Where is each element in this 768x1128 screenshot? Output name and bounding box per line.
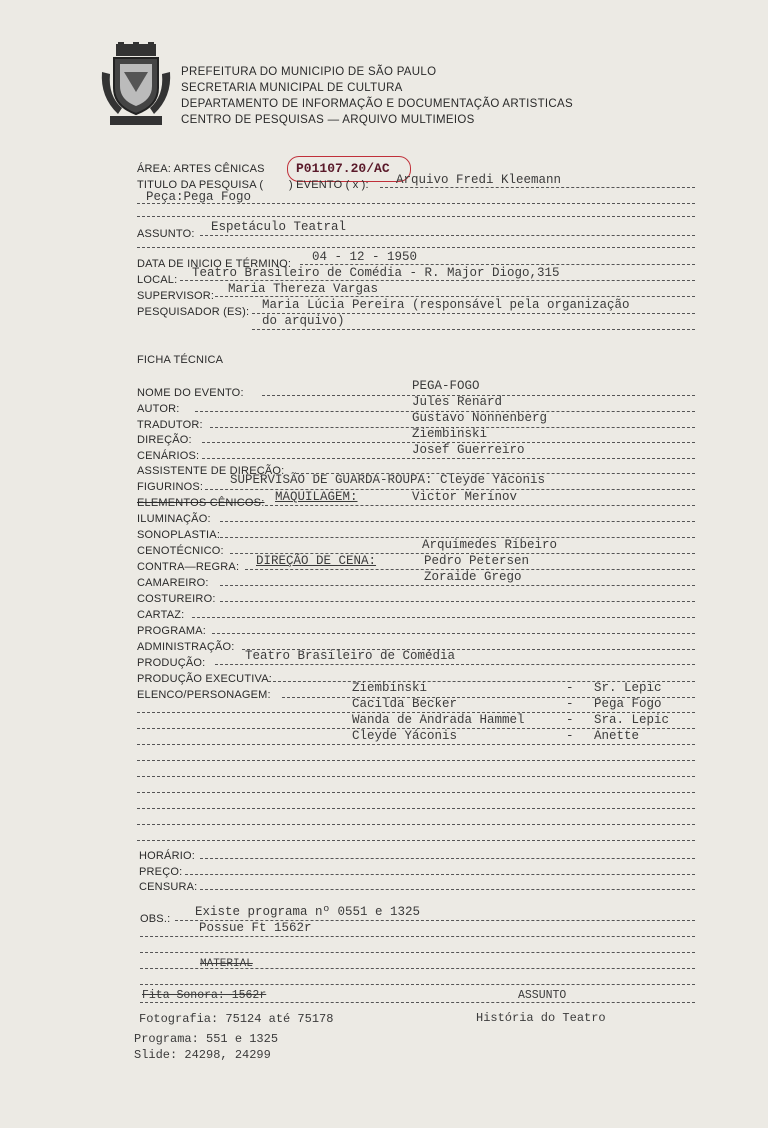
assistente-direcao-label: ASSISTENTE DE DIREÇÃO: <box>137 465 285 477</box>
titulo-value: Arquivo Fredi Kleemann <box>396 173 562 187</box>
cast-dash: - <box>566 713 574 727</box>
cast-actor: Cleyde Yáconis <box>352 729 458 743</box>
area-label: ÁREA: ARTES CÊNICAS <box>137 163 265 175</box>
costureiro-label: COSTUREIRO: <box>137 593 216 605</box>
cast-dash: - <box>566 729 574 743</box>
direcao-value: Ziembinski <box>412 427 488 441</box>
nome-evento-label: NOME DO EVENTO: <box>137 387 244 399</box>
evento-label: ) EVENTO ( x ): <box>289 179 369 191</box>
producao-label: PRODUÇÃO: <box>137 657 206 669</box>
producao-executiva-label: PRODUÇÃO EXECUTIVA: <box>137 673 273 685</box>
contra-regra-value: Pedro Petersen <box>424 554 530 568</box>
header-line-departamento: DEPARTAMENTO DE INFORMAÇÃO E DOCUMENTAÇÃO ARTISTICAS <box>181 98 573 110</box>
data-label: DATA DE INICIO E TÉRMINO: <box>137 258 292 270</box>
peca-value: Peça:Pega Fogo <box>146 190 252 204</box>
pesquisador-label: PESQUISADOR (ES): <box>137 306 250 318</box>
figurinos-value: SUPERVISÃO DE GUARDA-ROUPA: Cleyde Yáconis <box>230 473 546 487</box>
supervisor-label: SUPERVISOR: <box>137 290 215 302</box>
preco-label: PREÇO: <box>139 866 183 878</box>
cenarios-label: CENÁRIOS: <box>137 450 200 462</box>
cast-actor: Ziembinski <box>352 681 428 695</box>
cast-role: Sr. Lepic <box>594 681 662 695</box>
sonoplastia-label: SONOPLASTIA: <box>137 529 221 541</box>
maquilagem-name: Victor Merinov <box>412 490 518 504</box>
autor-label: AUTOR: <box>137 403 180 415</box>
material-label: MATERIAL <box>200 958 253 970</box>
cast-dash: - <box>566 697 574 711</box>
cast-role: Anette <box>594 729 640 743</box>
obs-value-1: Existe programa nº 0551 e 1325 <box>195 905 421 919</box>
header-line-secretaria: SECRETARIA MUNICIPAL DE CULTURA <box>181 82 403 94</box>
archive-code: P01107.20/AC <box>296 161 390 176</box>
assunto-label: ASSUNTO: <box>137 228 195 240</box>
nome-evento-value: PEGA-FOGO <box>412 379 480 393</box>
cast-actor: Cacilda Becker <box>352 697 458 711</box>
producao-value: Teatro Brasileiro de Comédia <box>245 649 456 663</box>
local-value: Teatro Brasileiro de Comédia - R. Major Diogo,315 <box>192 266 560 280</box>
cartaz-label: CARTAZ: <box>137 609 185 621</box>
camareiro-label: CAMAREIRO: <box>137 577 209 589</box>
ficha-tecnica-title: FICHA TÉCNICA <box>137 354 224 366</box>
city-crest-emblem <box>100 42 172 128</box>
fita-sonora-label: Fita Sonora: 1562r <box>142 989 267 1002</box>
cast-role: Sra. Lepic <box>594 713 670 727</box>
autor-value: Jules Renard <box>412 395 503 409</box>
censura-label: CENSURA: <box>139 881 198 893</box>
cenotecnico-value: Arquimedes Ribeiro <box>422 538 558 552</box>
elenco-label: ELENCO/PERSONAGEM: <box>137 689 271 701</box>
tradutor-value: Gustavo Nonnenberg <box>412 411 548 425</box>
cast-dash: - <box>566 681 574 695</box>
pesquisador-value-1: Maria Lúcia Pereira (responsável pela organização <box>262 298 630 312</box>
cenotecnico-label: CENOTÉCNICO: <box>137 545 224 557</box>
pesquisador-value-2: do arquivo) <box>262 314 345 328</box>
administracao-label: ADMINISTRAÇÃO: <box>137 641 235 653</box>
horario-label: HORÁRIO: <box>139 850 195 862</box>
iluminacao-label: ILUMINAÇÃO: <box>137 513 211 525</box>
figurinos-label: FIGURINOS: <box>137 481 204 493</box>
fotografia-value: Fotografia: 75124 até 75178 <box>139 1012 334 1026</box>
cenarios-value: Josef Guerreiro <box>412 443 525 457</box>
data-value: 04 - 12 - 1950 <box>312 250 418 264</box>
direcao-label: DIREÇÃO: <box>137 434 192 446</box>
programa-label: PROGRAMA: <box>137 625 207 637</box>
local-label: LOCAL: <box>137 274 178 286</box>
assunto-label-2: ASSUNTO <box>518 989 567 1002</box>
historia-value: História do Teatro <box>476 1011 606 1025</box>
obs-label: OBS.: <box>140 913 171 925</box>
slide-value: Slide: 24298, 24299 <box>134 1048 271 1062</box>
assunto-value: Espetáculo Teatral <box>211 220 347 234</box>
camareiro-value: Zoraide Grego <box>424 570 522 584</box>
programa-value: Programa: 551 e 1325 <box>134 1032 279 1046</box>
titulo-label: TITULO DA PESQUISA ( <box>137 179 264 191</box>
cast-actor: Wanda de Andrada Hammel <box>352 713 525 727</box>
contra-regra-label: CONTRA—REGRA: <box>137 561 240 573</box>
direcao-de-cena-value: DIREÇÃO DE CENA: <box>256 554 377 568</box>
header-line-prefeitura: PREFEITURA DO MUNICIPIO DE SÃO PAULO <box>181 66 437 78</box>
maquilagem-value: MAQUILAGEM: <box>275 490 358 504</box>
tradutor-label: TRADUTOR: <box>137 419 203 431</box>
elementos-cenicos-label: ELEMENTOS CÊNICOS: <box>137 497 265 509</box>
obs-value-2: Possue Ft 1562r <box>199 921 312 935</box>
cast-role: Pega Fogo <box>594 697 662 711</box>
header-line-centro: CENTRO DE PESQUISAS — ARQUIVO MULTIMEIOS <box>181 114 475 126</box>
supervisor-value: Maria Thereza Vargas <box>228 282 379 296</box>
